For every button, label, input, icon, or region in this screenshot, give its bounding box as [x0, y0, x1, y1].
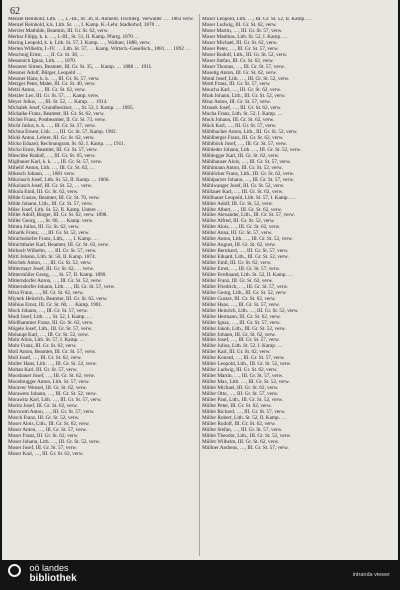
directory-entry: Moosbauer Josef, …, III. Gr. St. 62, verw. [8, 373, 96, 380]
logo-line-2: bibliothek [29, 573, 77, 584]
directory-entry: Meyer Julius, …, III. St. 52, … Kamp. … 1914. [8, 99, 108, 106]
directory-entry: Mieschke Rudolf, …, III. Gr. St. 65, verw. [8, 152, 96, 159]
directory-entry: Minichsdorfer Franz, Lith., …, I. Kamp. … [8, 236, 99, 243]
directory-entry: Moller Hans, Lith. …, III. Gr. St. 52, verw. [8, 361, 97, 368]
directory-entry: Mrak Johann, Lith., III. Gr. St. 52, verw. [202, 93, 286, 100]
directory-entry: Moser Franz, III. Gr. St. 62, verw. [8, 432, 79, 439]
directory-entry: Müller Hermann, III. Gr. St. 62, verw. [202, 313, 281, 320]
directory-entry: Minichthaler Karl, Beamter, III. Gr. St. 62, verw. [8, 242, 110, 249]
directory-entry: Mühlegger Karl, III. Gr. St. 62, verw. [202, 152, 280, 159]
directory-entry: Müller Georg, Lith., III. Gr. St. 52, verw. [202, 289, 287, 296]
directory-entry: Mühlböck Josef, …, III. Gr. St. 57, verw. [202, 141, 287, 148]
directory-entry: Müller Adolf, III. Gr. St. 52, verw. [202, 200, 274, 207]
directory-entry: Müller Max, Lith. …, III. Gr. St. 52, verw. [202, 379, 290, 386]
directory-entry: Müller Johann, III. Gr. St. 62, verw. [202, 331, 277, 338]
directory-entry: Motal Josef, Lith. …, III. Gr. St. 52, verw. [202, 75, 290, 82]
directory-entry: Müller Robert, Lith. St. 52, II. Kamp. … [202, 414, 287, 421]
directory-entry: Möbius Ernst, III. Gr. St. 60, … Kamp. 1901. [8, 301, 103, 308]
directory-entry: Müller Hans, …, III. Gr. St. 57, verw. [202, 301, 280, 308]
directory-entry: Müller Michael, III. Gr. St. 62, verw. [202, 385, 279, 392]
directory-entry: Michalke Franz, Beamter, III. Gr. St. 62, verw. [8, 111, 105, 118]
directory-entry: Mihelič Anton, Lith. …, III. Gr. St. 62, … [8, 164, 95, 171]
directory-entry: Müller Martin, …, III. Gr. St. 57, verw. [202, 373, 284, 380]
directory-entry: Mühlmann Anton, III. Gr. St. 52, verw. [202, 164, 283, 171]
directory-entry: Müllauer Karl, …, III. Gr. St. 62, verw. [202, 188, 284, 195]
directory-entry: Miglbauer Karl, k. k. …, III. Gr. St. 57, verw. [8, 158, 103, 165]
directory-entry: Moser Karl, …, III. Gr. St. 62, verw. [8, 450, 84, 457]
directory-entry: Mühlwanger Josef, III. Gr. St. 52, verw. [202, 182, 285, 189]
directory-entry: Moravec Wenzel, III. Gr. St. 62, verw. [8, 385, 88, 392]
directory-entry: Meschnig Ernst, …, II. Gr. St. 38, … [8, 51, 85, 58]
directory-entry: Müller Alfred, III. Gr. St. 52, verw. [202, 218, 275, 225]
directory-entry: Müller Stefan, …, III. Gr. St. 57, verw. [202, 426, 283, 433]
directory-entry: Mottl Franz, III. Gr. St. 57, verw. [202, 81, 271, 88]
directory-entry: Müller Albert, …, III. Gr. St. 62, verw. [202, 206, 283, 213]
directory-entry: Moucha Karl, …, III. Gr. St. 62, verw. [202, 87, 282, 94]
directory-entry: Müller Julius, Lith. St. 52, I. Kamp. … [202, 343, 283, 350]
directory-entry: Müller Peter, III. Gr. St. 62, verw. [202, 402, 272, 409]
directory-entry: Moser Stefan, III. Gr. St. 62, verw. [202, 57, 274, 64]
directory-entry: Metzl Anton, …, III. Gr. St. 62, verw. [8, 87, 86, 94]
directory-entry: Michel Franz, Postbeamter, II. Gr. St. 73, verw. [8, 117, 106, 124]
directory-entry: Moser Alois, Lith., III. Gr. St. 62, verw. [8, 420, 90, 427]
directory-entry: Müller Josef, …, III. Gr. St. 57, verw. [202, 337, 280, 344]
directory-entry: Mikolasch Josef, Lith. St. 52, II. Kamp. … 1866. [8, 176, 110, 183]
directory-entry: Muck Johann, III. Gr. St. 62, verw. [202, 117, 275, 124]
directory-entry: Müller Friedrich, …, III. Gr. St. 57, verw. [202, 283, 289, 290]
directory-entry: Müller Emil, III. Gr. St. 62, verw. [202, 260, 272, 267]
directory-entry: Mohr Alois, Lith. St. 57, I. Kamp. … [8, 337, 85, 344]
directory-entry: Mühlberger Franz, III. Gr. St. 62, verw. [202, 135, 284, 142]
directory-entry: Milde Gustav, Beamter, III. Gr. St. 70, verw. [8, 194, 100, 201]
directory-entry: Merhar Filipp, k. k. …, I.-III., St. 51, II. Kamp. Pfarrg. 1870 … [8, 33, 140, 40]
directory-entry: Müller Ferdinand, Lith. St. 52, II. Kamp. … [202, 271, 294, 278]
right-column [202, 17, 388, 557]
directory-entry: Mering Leopold, k. k. Lith. St. 57, I. Kamp. …, Wallner, 1888, verw. [8, 39, 151, 46]
directory-entry: Mittermüller Georg, …, St. 57, II. Kamp. 1890. [8, 271, 107, 278]
directory-entry: Menzel Reinhold, Lith. …, L.-III., St. 36, II. Anmeld. Tischlerg. Verwalter …. 1863 verw. [8, 17, 194, 22]
directory-entry: Moll Anton, Beamter, III. Gr. St. 57, verw. [8, 349, 96, 356]
directory-entry: Mraz Anton, III. Gr. St. 57, verw. [202, 99, 271, 106]
directory-entry: Messenich Ignaz, Lith. …, 1870. [8, 57, 77, 64]
directory-entry: Müller Otto, …, III. Gr. St. 57, verw. [202, 391, 279, 398]
directory-entry: Müller August, III. Gr. St. 62, verw. [202, 242, 277, 249]
directory-entry: Mück Karl, …, III. Gr. St. 57, verw. [202, 123, 277, 130]
directory-entry: Moser Ludwig, III. Gr. St. 62, verw. [202, 21, 277, 28]
directory-entry: Mitterndorfer Johann, Lith. …, III. Gr. St. 57, verw. [8, 283, 116, 290]
directory-entry: Micko Eduard, Rechnungsrat, St. 62, I. Kamp. …, 1911. [8, 141, 125, 148]
directory-entry: Müller Paul, Lith., III. Gr. St. 52, verw. [202, 397, 283, 403]
directory-entry: Müller Konrad, …, III. Gr. St. 57, verw. [202, 355, 285, 362]
directory-entry: Müller Ernst, …, III. Gr. St. 57, verw. [202, 266, 281, 273]
directory-entry: Michna Ernest, Lith. …, III. Gr. St. 57, Kamp. 1902. [8, 129, 117, 136]
directory-entry: Moltan Karl, III. Gr. St. 57, verw. [8, 367, 78, 374]
directory-entry: Mühlbacher Anton, Lith., III. Gr. St. 52, verw. [202, 129, 298, 136]
directory-entry: Moritz Josef, III. Gr. St. 62, verw. [8, 402, 78, 409]
directory-entry: Mohaupt Karl, …, III. Gr. St. 52, verw. [8, 331, 89, 338]
directory-entry: Müller Rudolf, III. Gr. St. 62, verw. [202, 420, 276, 427]
directory-entry: Modl Josef, Lith. …, St. 52, I. Kamp. … [8, 313, 93, 320]
directory-entry: Mögele Josef, Lith., III. Gr. St. 57, verw. [8, 325, 93, 332]
directory-entry: Morocutti Anton, …, III. Gr. St. 57, verw. [8, 408, 95, 415]
directory-entry: Metzger Peter, Maler, III. Gr. St. 40, verw. [8, 81, 96, 88]
directory-entry: Moser Rudolf, Lith., III. Gr. St. 52, verw. [202, 51, 288, 58]
directory-entry: Morawitz Karl, Lith. …, III. Gr. St. 57, verw. [8, 397, 102, 403]
directory-entry: Müller Anton, Lith. …, III. Gr. St. 52, verw. [202, 236, 293, 243]
directory-entry: Müllbauer Leopold, Lith. St. 57, I. Kamp. … [202, 194, 296, 201]
directory-entry: Moser Martin, …, III. Gr. St. 57, verw. [202, 27, 283, 34]
directory-entry: Merten Wilhelm, I.-IV. … Lith. St. 57, … Kamp. Wirtsch.-Gesellsch., 1881, … 1892 … [8, 45, 191, 52]
directory-entry: Morawetz Johann, …, III. Gr. St. 52, verw. [8, 391, 97, 398]
directory-entry: Messner Hans, k. k. …, III. Gr. St. 57, verw. [8, 75, 100, 82]
directory-entry: Müller Eduard, Lith., III. Gr. St. 52, verw. [202, 254, 289, 261]
logo-ring-icon [8, 564, 21, 577]
directory-entry: Mucha Franz, Lith. St. 52, I. Kamp. … [202, 111, 283, 118]
directory-entry: Mödlhammer Franz, III. Gr. St. 62, verw. [8, 319, 94, 326]
directory-entry: Micko Ernst, Beamter, III. Gr. St. 57, verw. [8, 146, 98, 153]
directory-entry: Mosch Franz, III. Gr. St. 52, verw. [8, 414, 80, 421]
directory-entry: Moser Anton, …, III. Gr. St. 57, verw. [8, 426, 87, 433]
directory-entry: Müller Heinrich, Lith. …, III. Gr. St. 52, verw. [202, 307, 299, 314]
page-number: 62 [10, 6, 20, 17]
directory-entry: Müllner Andreas, …, III. Gr. St. 57, verw. [202, 444, 289, 451]
directory-entry: Müller Gustav, III. Gr. St. 62, verw. [202, 295, 276, 302]
directory-entry: Müller Karl, III. Gr. St. 62, verw. [202, 349, 271, 356]
directory-entry: Moser Josef, III. Gr. St. 57, verw. [8, 444, 78, 451]
logo-line-1: oö landes [29, 563, 69, 573]
directory-entry: Moser Leopold, Lith. …, III. Gr. St. 52, II. Kamp. … [202, 17, 312, 22]
directory-entry: Mirtl Johann, Lith. St. 50, II. Kamp. 1874. [8, 254, 96, 261]
column-divider [199, 14, 200, 556]
directory-entry: Mercier Mathilde, Beamtin, III. Gr. St. 62, verw. [8, 27, 109, 34]
directory-entry: Müller Theodor, Lith., III. Gr. St. 52, verw. [202, 432, 292, 439]
directory-entry: Mitterndorfer Anton, …, III. Gr. St. 52, verw. [8, 277, 102, 284]
viewer-credit: intranda viewer [352, 572, 390, 578]
directory-entry: Mosetig Anton, III. Gr. St. 62, verw. [202, 69, 277, 76]
directory-entry: Müller Wilhelm, III. Gr. St. 62, verw. [202, 438, 280, 445]
directory-entry: Minarik Franz, …, III. Gr. St. 52, verw. [8, 230, 90, 237]
directory-entry: Müller Richard, …, III. Gr. St. 57, verw. [202, 408, 286, 415]
directory-entry: Mühlöcker Franz, Lith., III. Gr. St. 62, verw. [202, 170, 295, 177]
directory-entry: Müller Alois, …, III. Gr. St. 62, verw. [202, 224, 281, 231]
directory-entry: Moll Josef, …, III. Gr. St. 62, verw. [8, 355, 82, 362]
directory-entry: Moser Michael, III. Gr. St. 62, verw. [202, 39, 278, 46]
directory-entry: Moser Thomas, …, III. Gr. St. 57, verw. [202, 63, 285, 70]
logo-text [29, 563, 76, 584]
left-column [8, 17, 194, 557]
directory-entry: Miller Adolf, Bürger, III. Gr. St. 62, verw. 1898. [8, 212, 108, 219]
directory-entry: Müller Bernhard, …, III. Gr. St. 57, verw. [202, 248, 289, 255]
directory-entry: Mirbach Wilhelm, …, III. Gr. St. 57, verw. [8, 248, 97, 255]
directory-entry: Mrazek Josef, …, III. Gr. St. 62, verw. [202, 105, 282, 112]
directory-entry: Müller Alexander, Lith., III. Gr. St. 57, verw. [202, 212, 295, 219]
directory-entry: Miller Georg, …, St. 60, … Kamp. verw. [8, 218, 94, 225]
directory-entry: Mlynek Heinrich, Beamter, III. Gr. St. 62, verw. [8, 295, 108, 302]
directory-entry: Michl Julius, k. k. …, III. Gr. St. 57, verw. [8, 123, 96, 130]
directory-entry: Müller Jakob, Lith., III. Gr. St. 52, verw. [202, 325, 286, 332]
directory-entry: Müller Franz, III. Gr. St. 62, verw. [202, 277, 274, 284]
directory-entry: Milde Johann, Lith., III. Gr. St. 57, verw. [8, 200, 93, 207]
library-logo[interactable] [8, 563, 77, 584]
directory-entry: Mikula Emil, III. Gr. St. 62, verw. [8, 188, 79, 195]
directory-entry: Menzel Reinhold, k.k. Lith. St. …, I. Kamp. K.-Lehr. Stadlerhof, 1870 … [8, 21, 161, 28]
directory-entry: Mimra Julius, III. Gr. St. 62, verw. [8, 224, 80, 231]
directory-entry: Mikolasch Josef, III. Gr. St. 52, … verw. [8, 182, 93, 189]
directory-entry: Moser Peter, …, III. Gr. St. 57, verw. [202, 45, 279, 52]
directory-entry: Moser Johann, Lith. …, III. Gr. St. 52, verw. [8, 438, 101, 445]
directory-entry: Mühlhauser Alois, …, III. Gr. St. 57, verw. [202, 158, 291, 165]
directory-entry: Michalek Josef, Grundbesitzer, …, St. 52, I. Kamp. … 1895. [8, 105, 134, 112]
directory-entry: Messerer Simon, Beamter, III. Gr. St. 35, … Kamp. … 1888 … 1911. [8, 63, 153, 70]
directory-entry: Mohr Franz, III. Gr. St. 62, verw. [8, 343, 77, 350]
scanned-page [2, 0, 398, 560]
directory-entry: Müller Leopold, Lith., III. Gr. St. 52, verw. [202, 361, 292, 368]
directory-entry: Mühlparzer Johann, …, III. Gr. St. 57, verw. [202, 176, 294, 183]
directory-entry: Müller Ludwig, III. Gr. St. 62, verw. [202, 367, 278, 374]
directory-entry: Messner Adolf, Bürger, Leopold … [8, 69, 82, 76]
viewer-footer [0, 560, 400, 590]
directory-entry: Mock Johann, …, III. Gr. St. 57, verw. [8, 307, 88, 314]
directory-entry: Mittermayr Josef, III. Gr. St. 62, … verw. [8, 266, 94, 273]
directory-entry: Mikesch Johann, …, 1881 verw. [8, 170, 76, 177]
directory-entry: Milec Josef, Lith. St. 52, II. Kamp. Untere … [8, 206, 103, 213]
directory-entry: Mixa Franz, …, III. Gr. St. 62, verw. [8, 289, 84, 296]
directory-entry: Mischek Anton, …, III. Gr. St. 52, verw. [8, 260, 92, 267]
directory-entry: Moosbrugger Anton, Lith. St. 57, verw. [8, 379, 90, 386]
directory-entry: Müller Anna, III. Gr. St. 57, verw. [202, 230, 273, 237]
directory-entry: Mickl Anton, Lehrer, III. Gr. St. 62, verw. [8, 135, 95, 142]
directory-entry: Metzler Leo, III. Gr. St. 57, … Kamp. verw. [8, 93, 100, 100]
directory-entry: Mühleder Johann, Lith. …, III. Gr. St. 52, verw. [202, 146, 302, 153]
directory-entry: Müller Ignaz, …, III. Gr. St. 57, verw. [202, 319, 281, 326]
directory-entry: Moser Matthias, Lith. St. 52, I. Kamp. … [202, 33, 288, 40]
